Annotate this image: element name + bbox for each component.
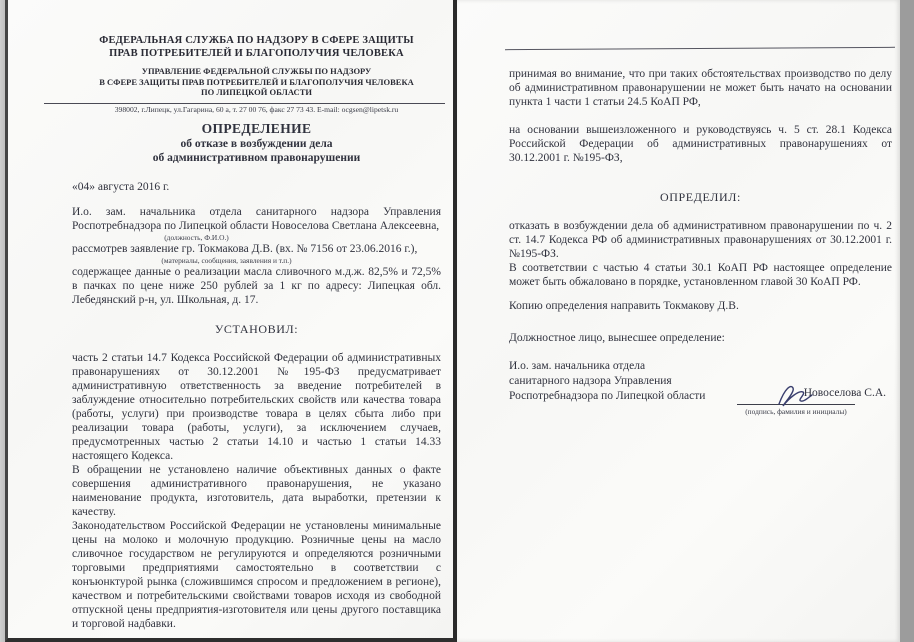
document-page-right (457, 0, 900, 642)
body-paragraph: Законодательством Российской Федерации не установлены минимальные цены на молоко и молочную продукцию. Розничные цены на масло сливочное государством не регулируются и определяются розничными торговыми предприятиями самостоятельно в соответствии с конъюнктурой рынка (сложившимся спросом и предложением в регионе), качеством и потребительскими свойствами товаров исходя из свободной отпускной цены предприятия-изготовителя или цены другого поставщика и торговой надбавки. (72, 519, 441, 630)
body-paragraph: часть 2 статьи 14.7 Кодекса Российской Федерации об административных правонарушениях от 30.12.2001 №195-ФЗ предусматривает административную ответственность за введение потребителей в заблуждение относительно потребительских свойств или качества товара (работы, услуги) при производстве товара в целях сбыта либо при реализации товара (работы, услуги), за исключением случаев, предусмотренных частью 2 статьи 14.10 и частью 1 статьи 14.33 настоящего Кодекса. (72, 351, 441, 462)
document-title: ОПРЕДЕЛЕНИЕ (201, 120, 312, 136)
document-page-left (5, 0, 457, 642)
org-header-line1: ФЕДЕРАЛЬНАЯ СЛУЖБА ПО НАДЗОРУ В СФЕРЕ ЗАЩИТЫ (99, 35, 414, 46)
org-header-line2: ПРАВ ПОТРЕБИТЕЛЕЙ И БЛАГОПОЛУЧИЯ ЧЕЛОВЕКА (109, 48, 404, 59)
signature-caption: (подпись, фамилия и инициалы) (745, 407, 847, 416)
decision-paragraph: отказать в возбуждении дела об административном правонарушении по ч. 2 ст. 14.7 Кодекса РФ об административных правонарушениях от 30.12.2001 г. №195-ФЗ. (509, 220, 892, 260)
org-subheader-line1: УПРАВЛЕНИЕ ФЕДЕРАЛЬНОЙ СЛУЖБЫ ПО НАДЗОРУ (141, 66, 372, 76)
copy-note: Копию определения направить Токмакову Д.В. (509, 300, 739, 312)
org-header (72, 34, 441, 60)
application-line: рассмотрев заявление гр. Токмакова Д.В. (вх. № 7156 от 23.06.2016 г.), (72, 242, 418, 255)
official-paragraph: И.о. зам. начальника отдела санитарного надзора Управления Роспотребнадзора по Липецкой области Новоселова Светлана Алексеевна, (72, 205, 441, 232)
document-subtitle-line2: об административном правонарушении (152, 151, 361, 164)
grounds-paragraph: на основании вышеизложенного и руководствуясь ч. 5 ст. 28.1 Кодекса Российской Федерации об административных правонарушениях от 30.12.2001 г. №195-ФЗ, (509, 124, 892, 164)
subject-paragraph: содержащее данные о реализации масла сливочного м.д.ж. 82,5% и 72,5% в пачках по цене ниже 250 рублей за 1 кг по адресу: Липецкая обл. Лебедянский р-н, ул. Школьная, д. 17. (72, 265, 441, 306)
signer-position-line2: санитарного надзора Управления (509, 375, 672, 387)
official-caption: (должность, Ф.И.О.) (164, 232, 229, 242)
top-divider (505, 47, 895, 50)
signer-position-line3: Роспотребнадзора по Липецкой области (509, 390, 706, 402)
signer-position-line1: И.о. зам. начальника отдела (509, 360, 646, 372)
application-caption: (материалы, сообщения, заявления и т.п.) (161, 255, 292, 265)
document-subtitle-line1: об отказе в возбуждении дела (180, 137, 333, 150)
org-subheader-line3: ПО ЛИПЕЦКОЙ ОБЛАСТИ (201, 87, 312, 97)
appeal-paragraph: В соответствии с частью 4 статьи 30.1 КоАП РФ настоящее определение может быть обжаловано в порядке, установленном главой 30 КоАП РФ. (509, 262, 892, 288)
section-heading-opredelil: ОПРЕДЕЛИЛ: (660, 190, 741, 204)
document-date: «04» августа 2016 г. (72, 180, 170, 193)
section-heading-ustanovil: УСТАНОВИЛ: (214, 321, 299, 336)
body-paragraph: В обращении не установлено наличие объективных данных о факте совершения административного правонарушения, не указано наименование продукта, изготовитель, дата выработки, претензии к качеству. (72, 463, 441, 518)
header-divider (44, 103, 445, 104)
signature-block (509, 359, 892, 429)
signer-name: Новоселова С.А. (803, 387, 886, 399)
official-label: Должностное лицо, вынесшее определение: (509, 332, 725, 344)
considering-paragraph: принимая во внимание, что при таких обстоятельствах производство по делу об административном правонарушении не может быть начато на основании пункта 1 части 1 статьи 24.5 КоАП РФ, (509, 68, 892, 108)
contact-line: 398002, г.Липецк, ул.Гагарина, 60 а, т. 27 00 76, факс 27 73 43. E-mail: ocgsen@lipetsk.ru (114, 104, 399, 114)
org-subheader (72, 66, 441, 98)
org-subheader-line2: В СФЕРЕ ЗАЩИТЫ ПРАВ ПОТРЕБИТЕЛЕЙ И БЛАГОПОЛУЧИЯ ЧЕЛОВЕКА (99, 76, 414, 87)
